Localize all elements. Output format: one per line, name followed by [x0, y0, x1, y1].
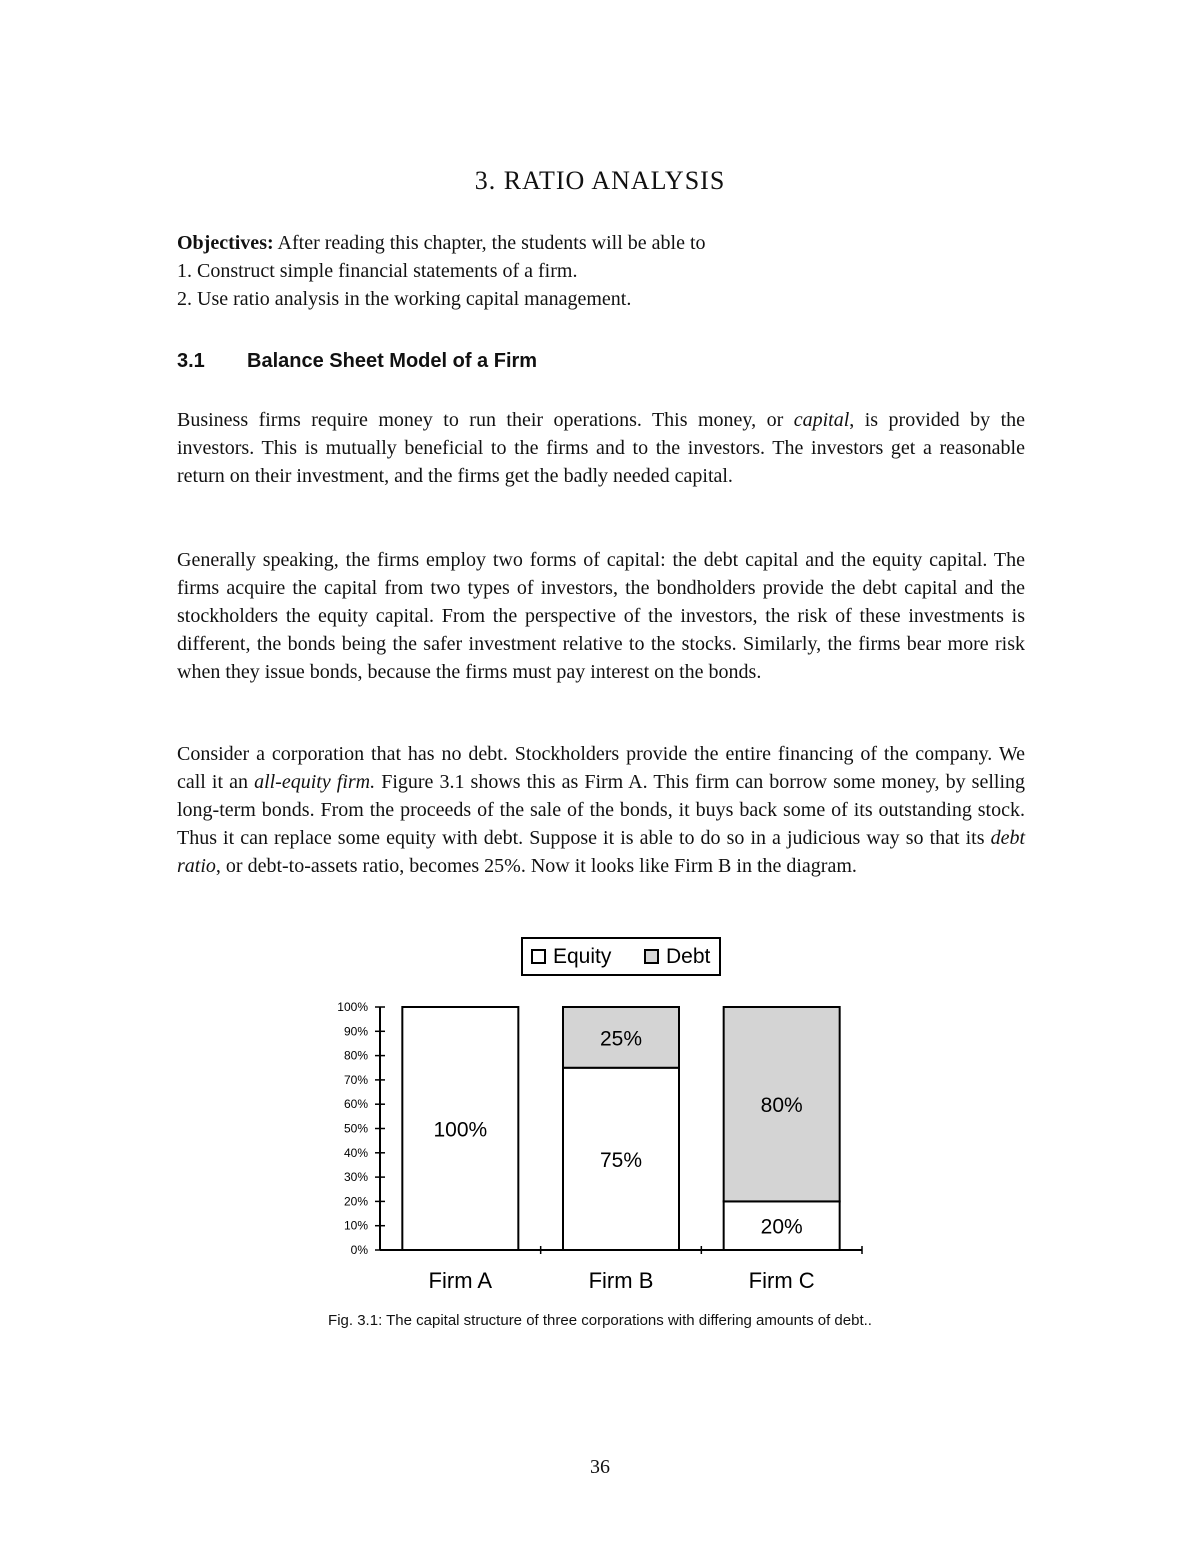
text-run: Figure 3.1 shows this as Firm A. This firm can borrow some money, by selling long-term bonds. From the proceeds of the sale of the bonds, it buys back some of its outstanding stock. Thus it can replace some equity with debt. Suppose it is able to do so in a judicious way so that its	[177, 771, 1025, 849]
legend-swatch	[532, 950, 545, 963]
y-tick-label: 50%	[343, 1121, 368, 1136]
y-tick-label: 30%	[343, 1170, 368, 1185]
y-tick-label: 90%	[343, 1024, 368, 1039]
objectives-intro: After reading this chapter, the students will be able to	[273, 232, 706, 254]
paragraph	[177, 546, 1025, 686]
data-label: 25%	[599, 1027, 643, 1051]
section-title: Balance Sheet Model of a Firm	[247, 350, 538, 372]
legend-label: Equity	[553, 945, 612, 968]
x-category-label: Firm C	[748, 1268, 815, 1293]
page-number: 36	[590, 1456, 610, 1478]
y-tick-label: 40%	[343, 1145, 368, 1160]
y-tick-label: 60%	[343, 1097, 368, 1112]
text-run: Consider a corporation that has no debt. Stockholders provide the entire financing of the company. We call it an	[177, 743, 1025, 793]
y-tick-label: 0%	[350, 1243, 368, 1257]
paragraph	[177, 406, 1025, 490]
figure-caption: Fig. 3.1: The capital structure of three corporations with differing amounts of debt..	[328, 1312, 872, 1329]
text-run: Business firms require money to run their operations. This money, or	[177, 409, 794, 431]
section-heading	[177, 350, 537, 373]
text-run: , is provided by the investors. This is mutually beneficial to the firms and to the investors. The investors get a reasonable return on their investment, and the firms get the badly needed capital.	[177, 409, 1025, 487]
capital-structure-chart	[300, 930, 900, 1300]
legend-label: Debt	[666, 945, 711, 968]
objective-item: 2. Use ratio analysis in the working capital management.	[177, 288, 632, 310]
y-tick-label: 80%	[343, 1048, 368, 1063]
italic-term: debt ratio	[177, 827, 1025, 877]
chart-svg	[300, 930, 900, 1300]
italic-term: capital	[793, 409, 850, 431]
data-label: 20%	[760, 1215, 803, 1239]
legend-swatch	[645, 950, 658, 963]
objectives-line	[177, 229, 1027, 257]
x-category-label: Firm A	[428, 1268, 493, 1293]
data-label: 80%	[760, 1094, 803, 1118]
paragraph	[177, 740, 1025, 880]
section-number: 3.1	[177, 350, 205, 372]
text-run: , or debt-to-assets ratio, becomes 25%. Now it looks like Firm B in the diagram.	[215, 855, 857, 877]
y-tick-label: 10%	[343, 1218, 368, 1233]
data-label: 75%	[599, 1148, 643, 1172]
y-tick-label: 100%	[337, 1000, 368, 1014]
chapter-title: 3. RATIO ANALYSIS	[474, 166, 726, 195]
italic-term: all-equity firm.	[254, 771, 376, 793]
y-tick-label: 20%	[343, 1194, 368, 1209]
objectives-label: Objectives:	[177, 232, 274, 254]
data-label: 100%	[433, 1118, 488, 1142]
text-run: Generally speaking, the firms employ two forms of capital: the debt capital and the equity capital. The firms acquire the capital from two types of investors, the bondholders provide the debt capital and the stockholders the equity capital. From the perspective of the investors, the risk of these investments is different, the bonds being the safer investment relative to the stocks. Similarly, the firms bear more risk when they issue bonds, because the firms must pay interest on the bonds.	[177, 549, 1025, 683]
objectives-block	[177, 229, 1027, 313]
objective-item: 1. Construct simple financial statements of a firm.	[177, 260, 578, 282]
y-tick-label: 70%	[343, 1072, 368, 1087]
x-category-label: Firm B	[588, 1268, 654, 1293]
